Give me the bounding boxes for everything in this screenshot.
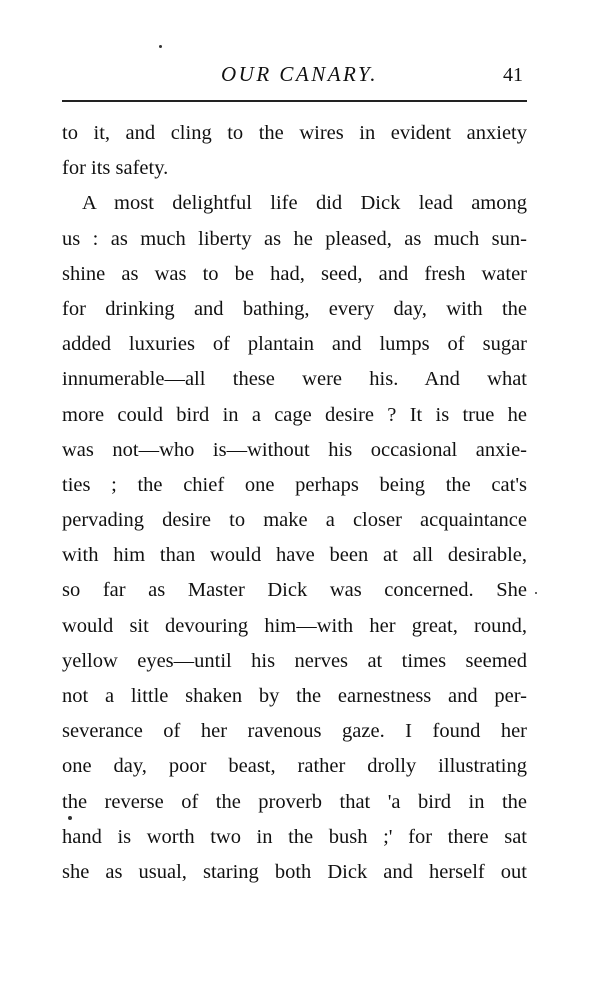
print-speck	[159, 45, 162, 48]
text-line: would sit devouring him—with her great, round,	[62, 614, 527, 637]
header-rule	[62, 100, 527, 102]
text-line: with him than would have been at all desirable,	[62, 544, 527, 567]
text-line: the reverse of the proverb that 'a bird in the	[62, 790, 527, 813]
text-line: she as usual, staring both Dick and herself out	[62, 860, 527, 883]
running-title: OUR CANARY.	[220, 62, 379, 86]
text-line: yellow eyes—until his nerves at times seemed	[62, 649, 527, 672]
text-line: for drinking and bathing, every day, with the	[62, 297, 527, 320]
text-line: severance of her ravenous gaze. I found her	[62, 720, 527, 743]
text-line: so far as Master Dick was concerned. She	[62, 579, 527, 602]
text-line: was not—who is—without his occasional anxie-	[62, 438, 527, 461]
print-speck	[68, 816, 72, 820]
text-line: pervading desire to make a closer acquaintance	[62, 509, 527, 532]
text-line: not a little shaken by the earnestness and per-	[62, 685, 527, 707]
print-speck	[535, 592, 537, 594]
running-head	[62, 60, 527, 96]
text-line: one day, poor beast, rather drolly illustrating	[62, 755, 527, 778]
text-line: added luxuries of plantain and lumps of sugar	[62, 333, 527, 356]
text-line: more could bird in a cage desire ? It is true he	[62, 403, 527, 426]
text-line: hand is worth two in the bush ;' for there sat	[62, 825, 527, 848]
text-line: to it, and cling to the wires in evident anxiety	[62, 122, 527, 144]
text-line: us : as much liberty as he pleased, as much sun-	[62, 227, 527, 250]
text-line: shine as was to be had, seed, and fresh water	[62, 262, 527, 285]
text-line: innumerable—all these were his. And what	[62, 368, 527, 391]
text-line: ties ; the chief one perhaps being the cat's	[62, 473, 527, 496]
text-line: A most delightful life did Dick lead among	[82, 192, 527, 215]
page-number: 41	[503, 64, 523, 86]
body-text	[62, 116, 527, 890]
text-line: for its safety.	[62, 157, 169, 180]
